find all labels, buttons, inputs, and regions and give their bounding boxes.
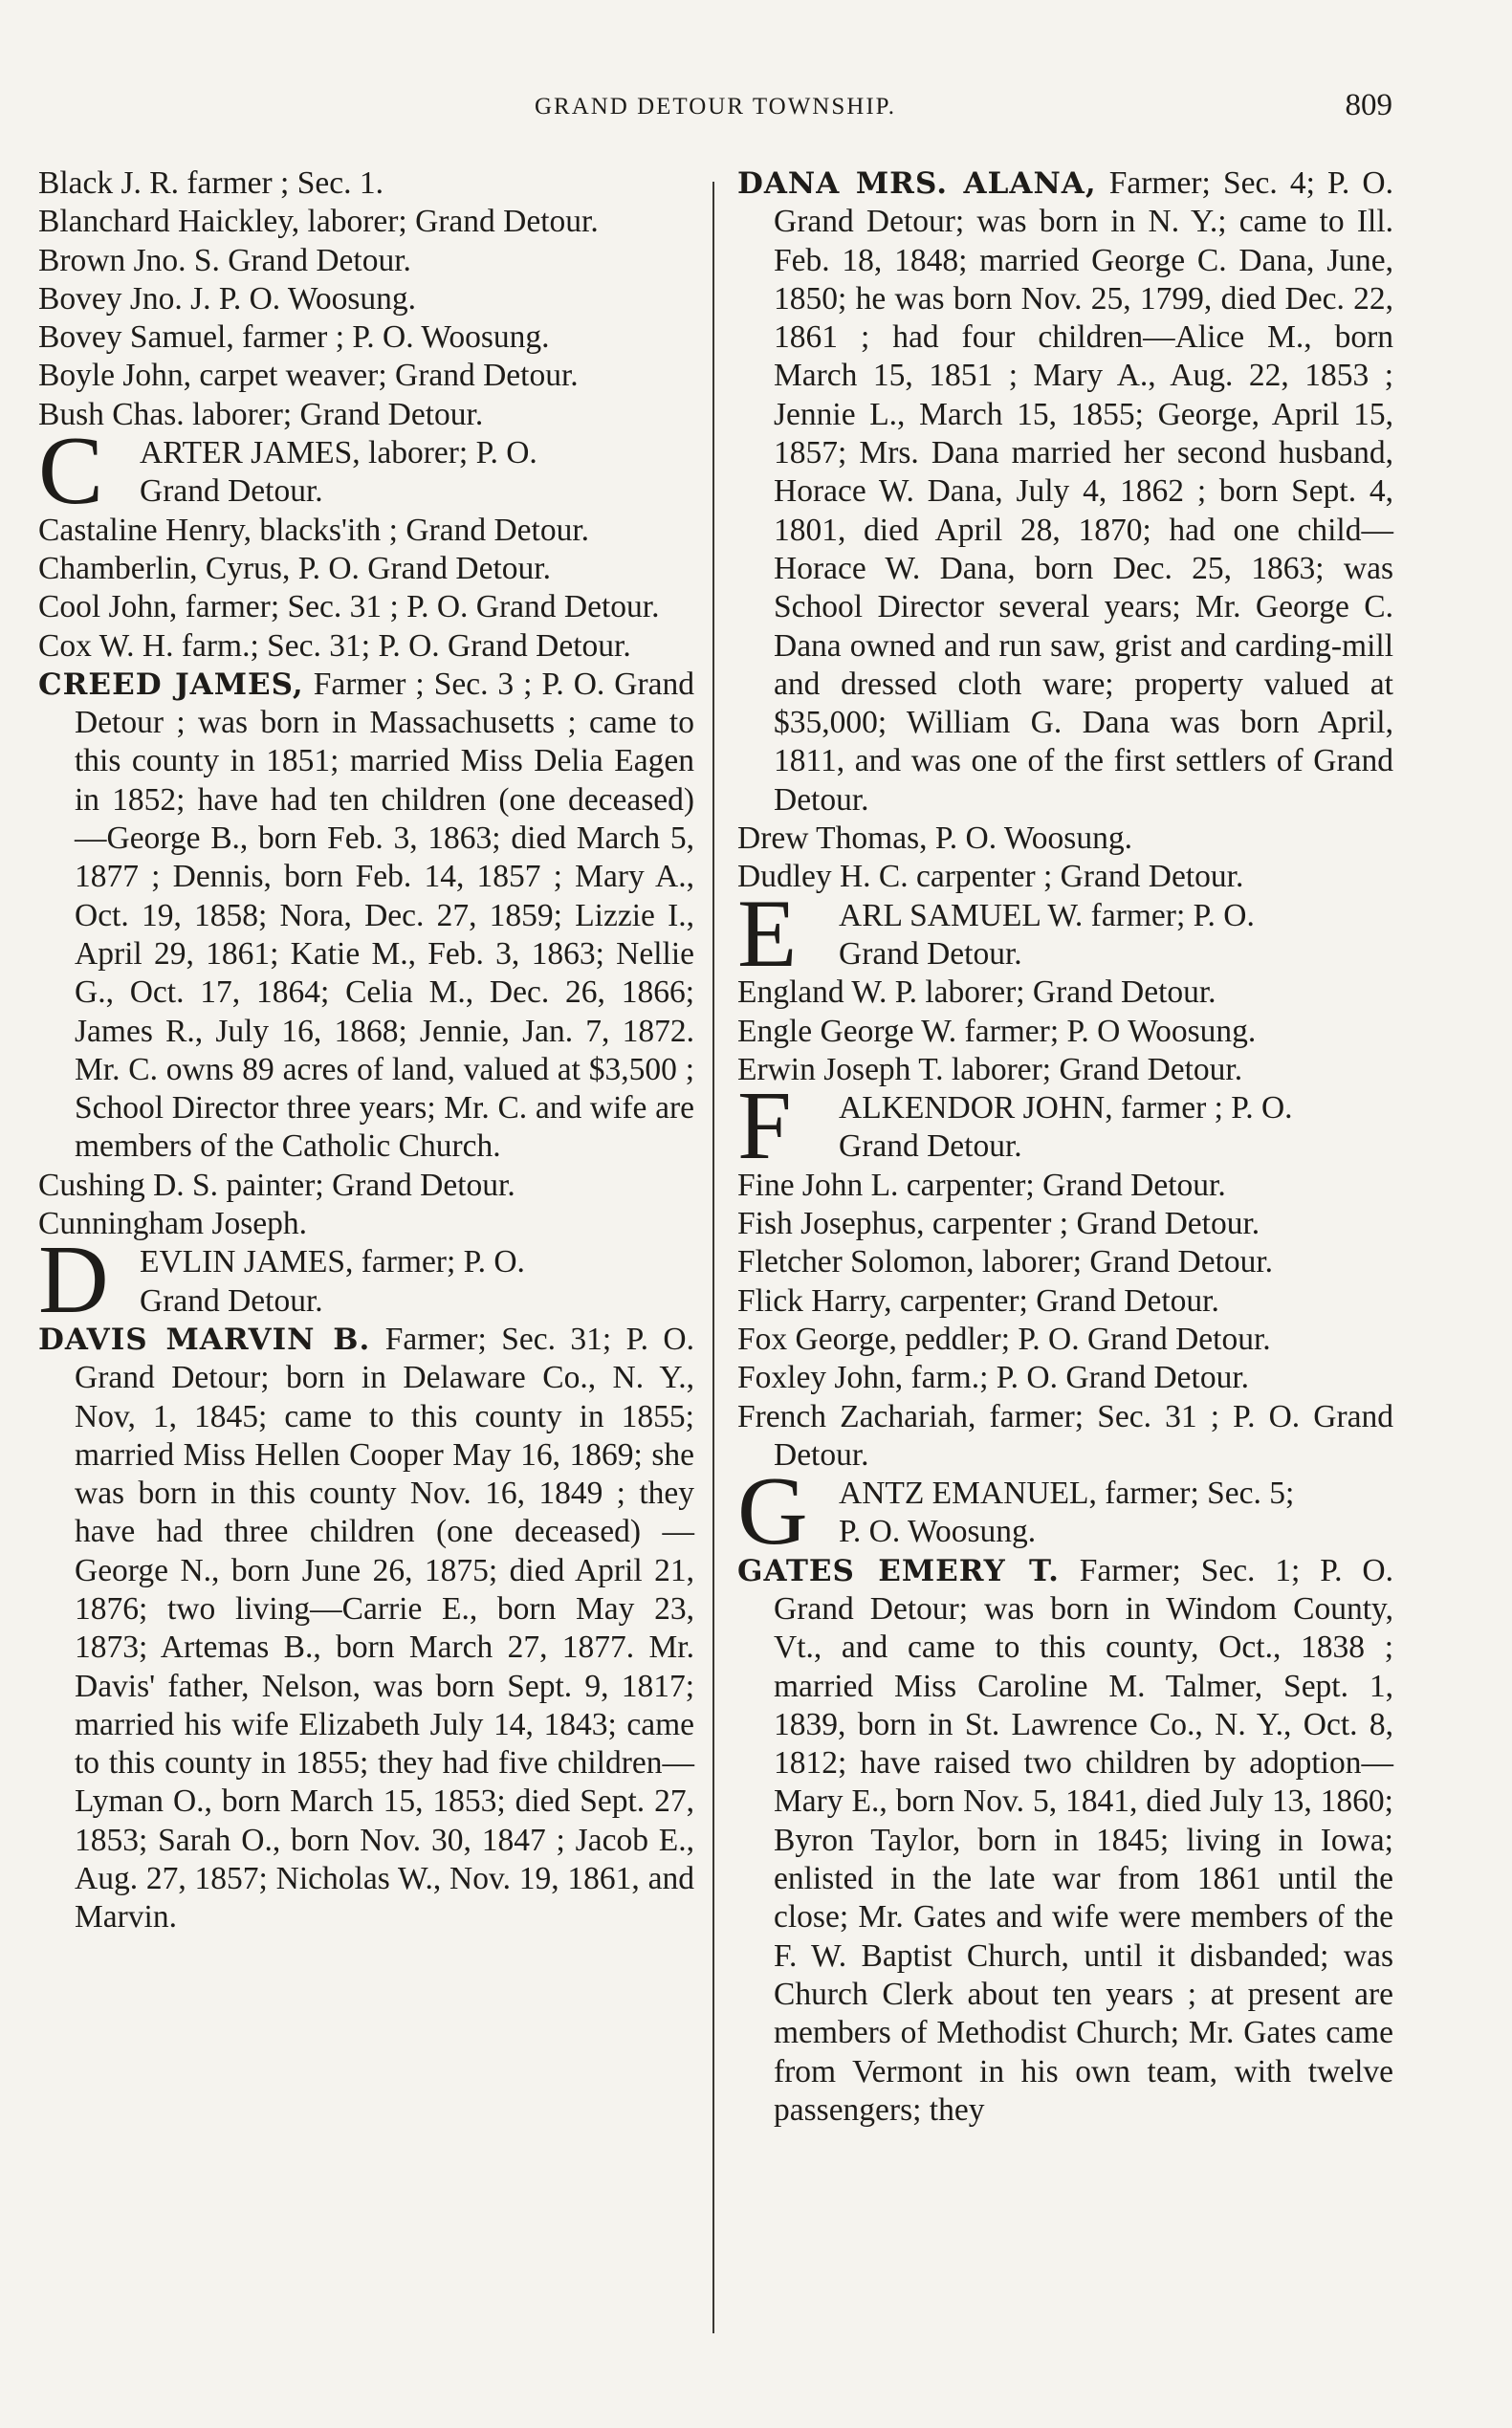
directory-entry-continued: Grand Detour.	[140, 1282, 323, 1319]
biography-entry	[737, 1552, 1393, 2130]
column-divider	[712, 182, 714, 2333]
directory-entry: Bovey Samuel, farmer ; P. O. Woosung.	[38, 319, 550, 356]
directory-entry: Cool John, farmer; Sec. 31 ; P. O. Grand Detour.	[38, 589, 660, 625]
directory-entry: French Zachariah, farmer; Sec. 31 ; P. O. Grand Detour.	[737, 1398, 1393, 1473]
directory-entry: Dudley H. C. carpenter ; Grand Detour.	[737, 859, 1244, 895]
directory-entry: ARL SAMUEL W. farmer; P. O.	[839, 897, 1255, 933]
directory-entry-continued: P. O. Woosung.	[839, 1514, 1037, 1550]
directory-entry-continued: Grand Detour.	[839, 935, 1022, 972]
drop-initial: G	[737, 1457, 808, 1566]
directory-entry: Foxley John, farm.; P. O. Grand Detour.	[737, 1360, 1250, 1396]
directory-entry: Bovey Jno. J. P. O. Woosung.	[38, 280, 417, 317]
biography-text: Farmer; Sec. 31; P. O. Grand Detour; born in Delaware Co., N. Y., Nov, 1, 1845; came to this county in 1855; married Miss Hellen Cooper May 16, 1869; she was born in this county Nov. 16, 1849 ; they have had three children (one deceased) —George N., born June 26, 1875; died April 21, 1876; two living—Carrie E., born May 23, 1873; Artemas B., born March 27, 1877. Mr. Davis' father, Nelson, was born Sept. 9, 1817; married his wife Elizabeth July 14, 1843; came to this county in 1855; they had five children—Lyman O., born March 15, 1853; died Sept. 27, 1853; Sarah O., born Nov. 30, 1847 ; Jacob E., Aug. 27, 1857; Nicholas W., Nov. 19, 1861, and Marvin.	[75, 1321, 694, 1936]
directory-entry: Cunningham Joseph.	[38, 1206, 308, 1242]
page-header	[38, 88, 1392, 126]
biography-text: Farmer; Sec. 4; P. O. Grand Detour; was born in N. Y.; came to Ill. Feb. 18, 1848; married George C. Dana, June, 1850; he was born Nov. 25, 1799, died Dec. 22, 1861 ; had four children—Alice M., born March 15, 1851 ; Mary A., Aug. 22, 1853 ; Jennie L., March 15, 1855; George, April 15, 1857; Mrs. Dana married her second husband, Horace W. Dana, July 4, 1862 ; born Sept. 4, 1801, died April 28, 1870; had one child—Horace W. Dana, born Dec. 25, 1863; was School Director several years; Mr. George C. Dana owned and run saw, grist and carding-mill and dressed cloth ware; property valued at $35,000; William G. Dana was born April, 1811, and was one of the first settlers of Grand Detour.	[774, 165, 1393, 818]
directory-entry: Fine John L. carpenter; Grand Detour.	[737, 1167, 1226, 1203]
biography-entry	[38, 1321, 694, 1937]
drop-initial: E	[737, 879, 798, 988]
directory-entry: Castaline Henry, blacks'ith ; Grand Detour.	[38, 512, 590, 548]
left-column	[38, 164, 694, 1937]
letter-section-g	[737, 1457, 1393, 1566]
directory-entry: ALKENDOR JOHN, farmer ; P. O.	[839, 1090, 1293, 1127]
biography-name: DAVIS MARVIN B.	[38, 1322, 371, 1357]
biography-name: DANA MRS. ALANA,	[737, 166, 1097, 201]
directory-entry: Cox W. H. farm.; Sec. 31; P. O. Grand Detour.	[38, 627, 631, 664]
directory-entry: Bush Chas. laborer; Grand Detour.	[38, 396, 484, 432]
directory-entry: England W. P. laborer; Grand Detour.	[737, 974, 1216, 1011]
biography-entry	[38, 666, 694, 1167]
directory-entry: Fletcher Solomon, laborer; Grand Detour.	[737, 1244, 1274, 1280]
running-head: GRAND DETOUR TOWNSHIP.	[534, 94, 897, 120]
directory-entry: Erwin Joseph T. laborer; Grand Detour.	[737, 1051, 1243, 1087]
directory-entry: Fox George, peddler; P. O. Grand Detour.	[737, 1321, 1271, 1357]
drop-initial: F	[737, 1072, 792, 1181]
directory-entry: Brown Jno. S. Grand Detour.	[38, 242, 411, 278]
drop-initial: D	[38, 1226, 109, 1335]
directory-entry: Flick Harry, carpenter; Grand Detour.	[737, 1282, 1219, 1319]
directory-entry: Boyle John, carpet weaver; Grand Detour.	[38, 358, 579, 394]
directory-entry: ANTZ EMANUEL, farmer; Sec. 5;	[839, 1476, 1295, 1512]
right-column	[737, 164, 1393, 2130]
letter-section-f	[737, 1072, 1393, 1181]
directory-entry: ARTER JAMES, laborer; P. O.	[140, 435, 537, 471]
directory-entry: Chamberlin, Cyrus, P. O. Grand Detour.	[38, 550, 551, 586]
directory-entry: EVLIN JAMES, farmer; P. O.	[140, 1244, 525, 1280]
biography-text: Farmer ; Sec. 3 ; P. O. Grand Detour ; was born in Massachusetts ; came to this county in 1851; married Miss Delia Eagen in 1852; have had ten children (one deceased)—George B., born Feb. 3, 1863; died March 5, 1877 ; Dennis, born Feb. 14, 1857 ; Mary A., Oct. 19, 1858; Nora, Dec. 27, 1859; Lizzie I., April 29, 1861; Katie M., Feb. 3, 1863; Nellie G., Oct. 17, 1864; Celia M., Dec. 26, 1866; James R., July 16, 1868; Jennie, Jan. 7, 1872. Mr. C. owns 89 acres of land, valued at $3,500 ; School Director three years; Mr. C. and wife are members of the Catholic Church.	[75, 666, 694, 1165]
letter-section-e	[737, 879, 1393, 988]
page-number: 809	[1345, 88, 1392, 122]
biography-entry	[737, 164, 1393, 820]
drop-initial: C	[38, 417, 104, 526]
directory-entry: Fish Josephus, carpenter ; Grand Detour.	[737, 1206, 1260, 1242]
directory-entry: Drew Thomas, P. O. Woosung.	[737, 820, 1132, 857]
directory-entry-continued: Grand Detour.	[839, 1128, 1022, 1165]
directory-entry: Engle George W. farmer; P. O Woosung.	[737, 1013, 1257, 1049]
letter-section-d	[38, 1226, 694, 1335]
directory-entry: Cushing D. S. painter; Grand Detour.	[38, 1167, 515, 1203]
biography-text: Farmer; Sec. 1; P. O. Grand Detour; was born in Windom County, Vt., and came to this county, Oct., 1838 ; married Miss Caroline M. Talmer, Sept. 1, 1839, born in St. Lawrence Co., N. Y., Oct. 8, 1812; have raised two children by adoption—Mary E., born Nov. 5, 1841, died July 13, 1860; Byron Taylor, born in 1845; living in Iowa; enlisted in the late war from 1861 until the close; Mr. Gates and wife were members of the F. W. Baptist Church, until it disbanded; was Church Clerk about ten years ; at present are members of Methodist Church; Mr. Gates came from Vermont in his own team, with twelve passengers; they	[774, 1552, 1393, 2128]
letter-section-c	[38, 417, 694, 526]
biography-name: CREED JAMES,	[38, 667, 304, 702]
directory-entry-continued: Grand Detour.	[140, 473, 323, 510]
biography-name: GATES EMERY T.	[737, 1553, 1060, 1588]
directory-entry: Blanchard Haickley, laborer; Grand Detour.	[38, 204, 599, 240]
directory-entry: Black J. R. farmer ; Sec. 1.	[38, 165, 383, 201]
